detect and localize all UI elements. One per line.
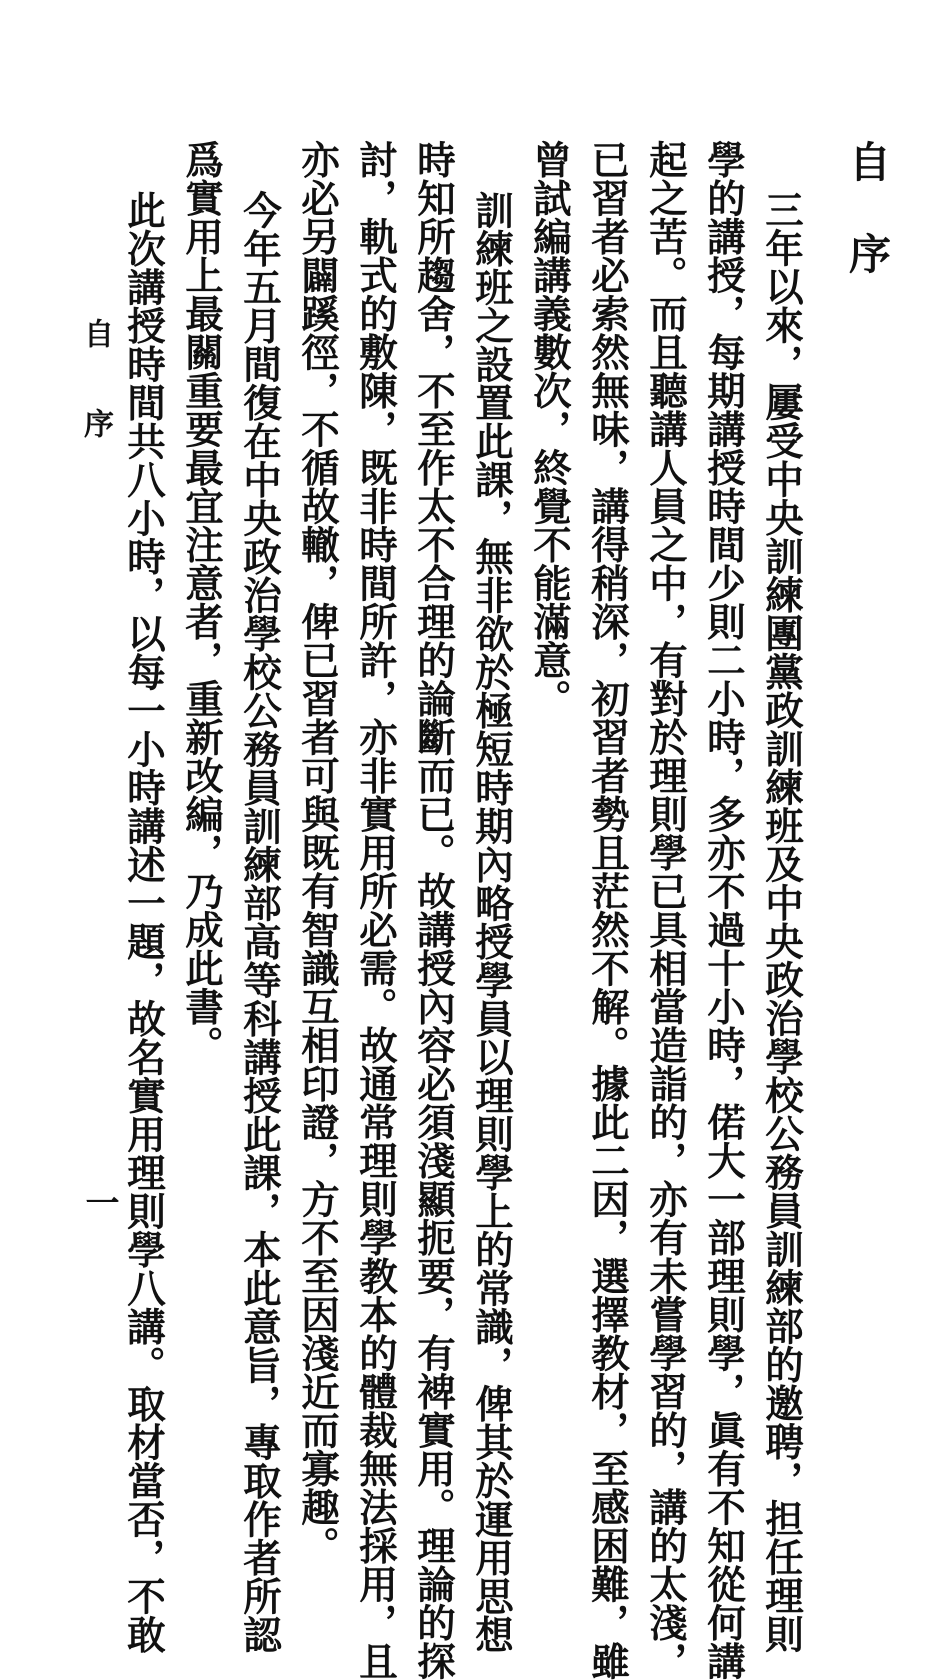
text-column: 爲實用上最關重要最宜注意者，重新改編，乃成此書。: [179, 140, 224, 1064]
running-title: 自序: [78, 318, 113, 498]
text-column: 今年五月間復在中央政治學校公務員訓練部高等科講授此課，本此意旨，專取作者所認: [237, 152, 282, 1654]
text-column: 學的講授，每期講授時間少則二小時，多亦不過十小時，偌大一部理則學，眞有不知從何講: [701, 140, 746, 1680]
text-column: 已習者必索然無味，講得稍深，初習者勢且茫然不解。據此二因，選擇教材，至感困難，雖: [585, 140, 630, 1680]
text-column: 此次講授時間共八小時，以每一小時講述一題，故名實用理則學八講。取材當否，不敢: [121, 152, 166, 1654]
page-number: 一: [79, 1185, 119, 1219]
text-column: 時知所趨舍，不至作太不合理的論斷而已。故講授內容必須淺顯扼要，有裨實用。理論的探: [411, 140, 456, 1680]
page-title: 自序: [843, 140, 892, 324]
text-column: 曾試編講義數次，終覺不能滿意。: [527, 140, 572, 718]
text-column: 亦必另闢蹊徑，不循故轍，俾已習者可與既有智識互相印證，方不至因淺近而寡趣。: [295, 140, 340, 1565]
text-column: 起之苦。而且聽講人員之中，有對於理則學已具相當造詣的，亦有未嘗學習的，講的太淺，: [643, 140, 688, 1680]
text-column: 三年以來，屢受中央訓練團黨政訓練班及中央政治學校公務員訓練部的邀聘，担任理則: [759, 190, 804, 1653]
text-column: 討，軌式的敷陳，既非時間所許，亦非實用所必需。故通常理則學教本的體裁無法採用，且: [353, 140, 398, 1680]
text-column: 訓練班之設置此課，無非欲於極短時期內略授學員以理則學上的常識，俾其於運用思想: [469, 152, 514, 1654]
